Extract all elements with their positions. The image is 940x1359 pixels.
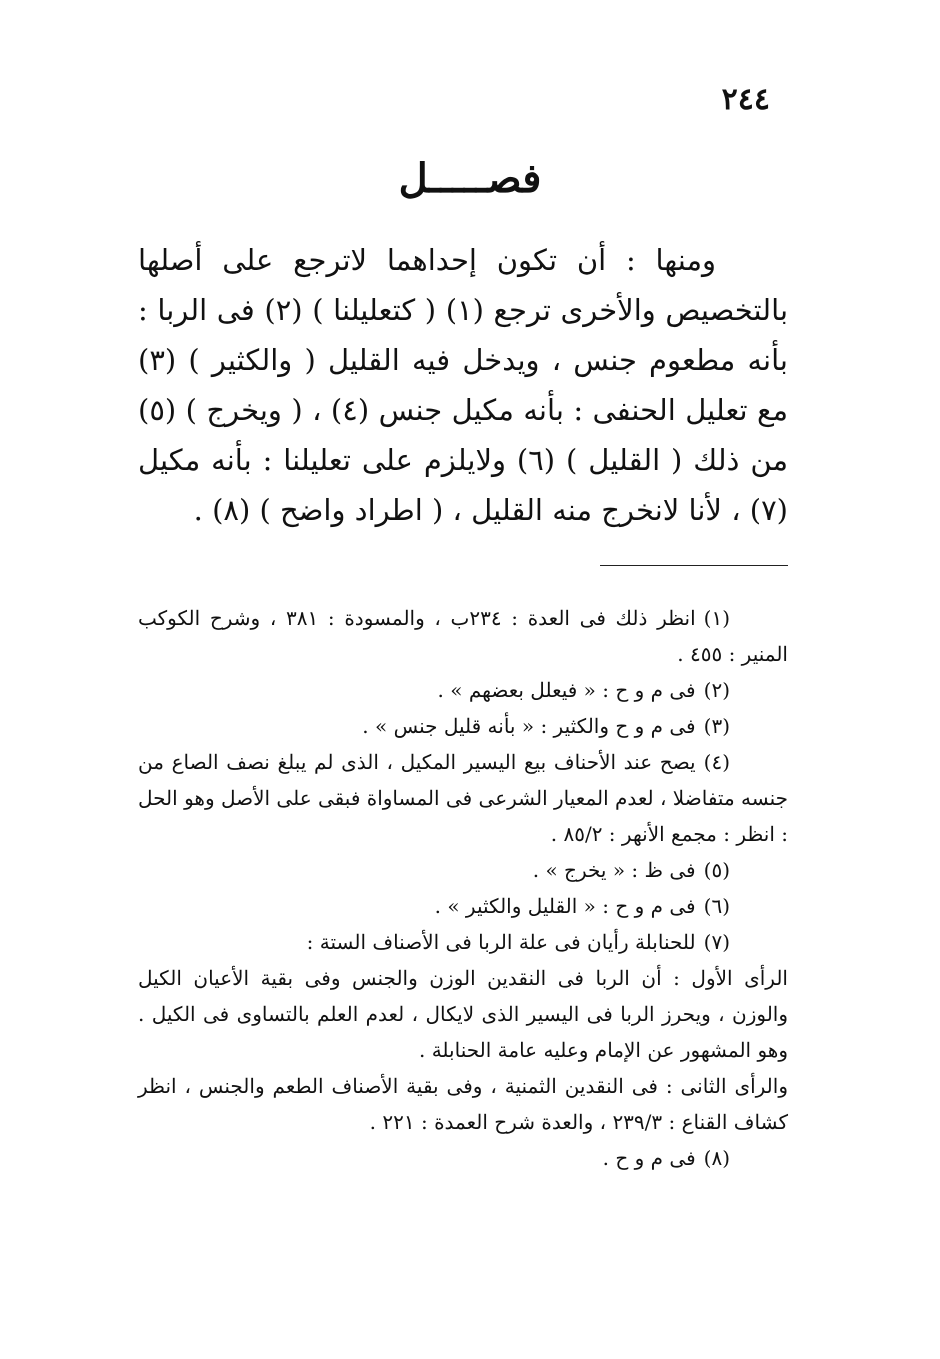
footnote-separator <box>600 565 788 566</box>
footnote-2 <box>138 672 788 708</box>
footnote-7-text: للحنابلة رأيان فى علة الربا فى الأصناف الستة : <box>306 930 696 954</box>
footnote-3-text: فى م و ح والكثير : « بأنه قليل جنس » . <box>362 714 696 738</box>
footnote-5-text: فى ظ : « يخرج » . <box>532 858 696 882</box>
footnote-4 <box>138 744 788 852</box>
footnote-4-text: يصح عند الأحناف بيع اليسير المكيل ، الذى لم يبلغ نصف الصاع من جنسه متفاضلا ، لعدم المعيار الشرعى فى المساواة فبقى على الأصل وهو الحل : انظر : مجمع الأنهر : ٨٥/٢ . <box>138 750 788 846</box>
section-heading-text: فصـــــل <box>398 155 542 202</box>
footnote-8-number: (٨) <box>703 1146 730 1170</box>
footnote-7 <box>138 924 788 960</box>
footnote-7-number: (٧) <box>703 930 730 954</box>
footnote-5 <box>138 852 788 888</box>
footnote-7-opinion-one: الرأى الأول : أن الربا فى النقدين الوزن والجنس وفى بقية الأعيان الكيل والوزن ، ويحرز الربا فى اليسير الذى لايكال ، لعدم العلم بالتساوى فى الكيل . وهو المشهور عن الإمام وعليه عامة الحنابلة . <box>138 966 788 1062</box>
footnote-7-opinion-two: والرأى الثانى : فى النقدين الثمنية ، وفى بقية الأصناف الطعم والجنس ، انظر كشاف القناع : ٢٣٩/٣ ، والعدة شرح العمدة : ٢٢١ . <box>138 1074 788 1134</box>
section-heading <box>0 155 940 202</box>
footnote-4-number: (٤) <box>703 750 730 774</box>
footnote-2-text: فى م و ح : « فيعلل بعضهم » . <box>437 678 696 702</box>
footnote-6 <box>138 888 788 924</box>
main-paragraph: ومنها : أن تكون إحداهما لاترجع على أصلها بالتخصيص والأخرى ترجع (١) ( كتعليلنا ) (٢) فى الربا : بأنه مطعوم جنس ، ويدخل فيه القليل ( والكثير ) (٣) مع تعليل الحنفى : بأنه مكيل جنس (٤) ، ( ويخرج ) (٥) من ذلك ( القليل ) (٦) ولايلزم على تعليلنا : بأنه مكيل (٧) ، لأنا لانخرج منه القليل ، ( اطراد واضح ) (٨) . <box>138 243 789 527</box>
footnote-6-number: (٦) <box>703 894 730 918</box>
footnotes <box>138 600 788 1176</box>
main-paragraph-block <box>138 235 788 535</box>
footnote-6-text: فى م و ح : « القليل والكثير » . <box>434 894 696 918</box>
footnote-1-number: (١) <box>703 606 731 630</box>
footnote-3-number: (٣) <box>703 714 730 738</box>
footnote-5-number: (٥) <box>703 858 730 882</box>
footnote-8 <box>138 1140 788 1176</box>
footnote-1 <box>138 600 788 672</box>
footnote-1-text: انظر ذلك فى العدة : ٢٣٤ب ، والمسودة : ٣٨١ ، وشرح الكوكب المنير : ٤٥٥ . <box>138 606 788 666</box>
footnote-3 <box>138 708 788 744</box>
footnote-2-number: (٢) <box>703 678 730 702</box>
footnote-8-text: فى م و ح . <box>602 1146 696 1170</box>
page-number: ٢٤٤ <box>721 82 770 117</box>
